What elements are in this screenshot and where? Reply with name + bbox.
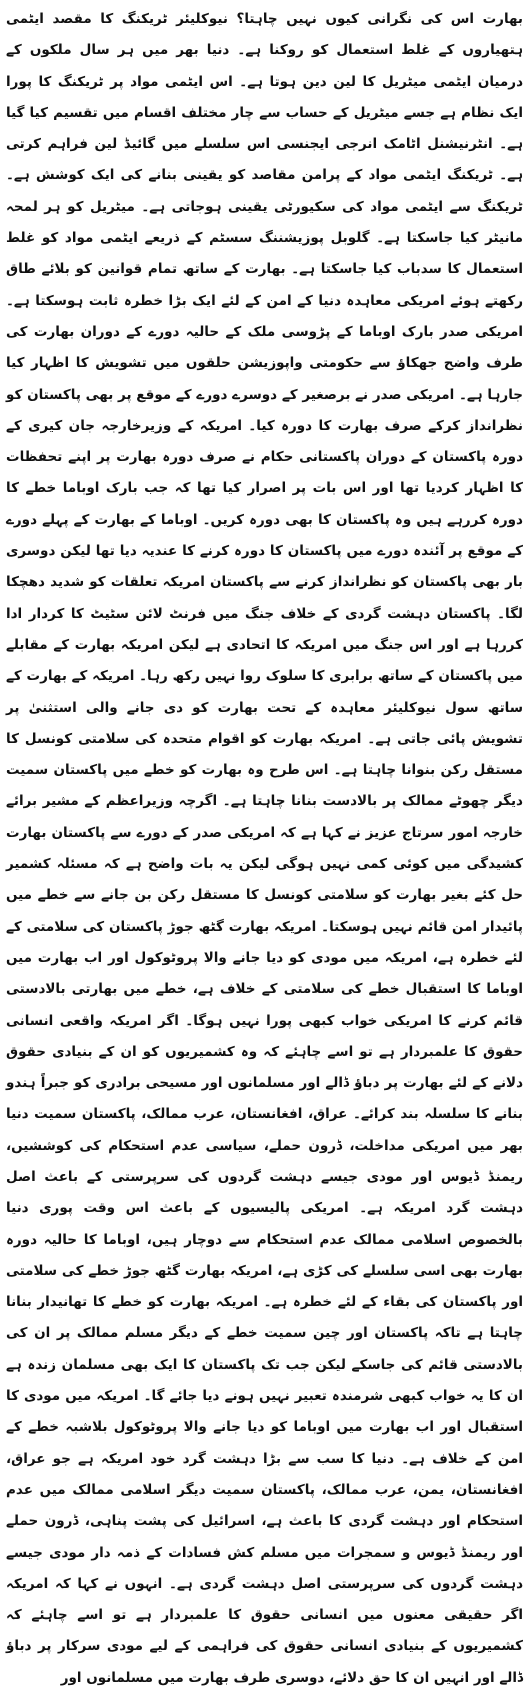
- article-body-text: بھارت اس کی نگرانی کیوں نہیں چاہتا؟ نیوکلیئر ٹریکنگ کا مقصد ایٹمی ہتھیاروں کے غلط استعمال کو روکنا ہے۔ دنیا بھر میں ہر سال ملکوں کے درمیان ایٹمی میٹریل کا لین دین ہوتا ہے۔ اس ایٹمی مواد پر ٹریکنگ کا پورا ایک نظام ہے جسے میٹریل کے حساب سے چار مختلف اقسام میں تقسیم کیا گیا ہے۔ انٹرنیشنل اٹامک انرجی ایجنسی اس سلسلے میں گائیڈ لین فراہم کرتی ہے۔ ٹریکنگ ایٹمی مواد کے پرامن مقاصد کو یقینی بنانے کی ایک کوشش ہے۔ ٹریکنگ سے ایٹمی مواد کی سکیورٹی یقینی ہوجاتی ہے۔ میٹریل کو ہر لمحہ مانیٹر کیا جاسکتا ہے۔ گلوبل پوزیشننگ سسٹم کے ذریعے ایٹمی مواد کو غلط استعمال کا سدباب کیا جاسکتا ہے۔ بھارت کے ساتھ تمام قوانین کو بلائے طاق رکھتے ہوئے امریکی معاہدہ دنیا کے امن کے لئے ایک بڑا خطرہ ثابت ہوسکتا ہے۔ امریکی صدر بارک اوباما کے پڑوسی ملک کے حالیہ دورے کے دوران بھارت کی طرف واضح جھکاؤ سے حکومتی واپوزیشن حلقوں میں تشویش کا اظہار کیا جارہا ہے۔ امریکی صدر نے برصغیر کے دوسرے دورے کے موقع پر بھی پاکستان کو نظرانداز کرکے صرف بھارت کا دورہ کیا۔ امریکہ کے وزیرخارجہ جان کیری کے دورہ پاکستان کے دوران پاکستانی حکام نے صرف دورہ بھارت پر اپنے تحفظات کا اظہار کردیا تھا اور اس بات پر اصرار کیا تھا کہ جب بارک اوباما خطے کا دورہ کررہے ہیں وہ پاکستان کا بھی دورہ کریں۔ اوباما کے بھارت کے پہلے دورے کے موقع پر آئندہ دورے میں پاکستان کا دورہ کرنے کا عندیہ دیا تھا لیکن دوسری بار بھی پاکستان کو نظرانداز کرنے سے پاکستان امریکہ تعلقات کو شدید دھچکا لگا۔ پاکستان دہشت گردی کے خلاف جنگ میں فرنٹ لائن سٹیٹ کا کردار ادا کررہا ہے اور اس جنگ میں امریکہ کا اتحادی ہے لیکن امریکہ بھارت کے مقابلے میں پاکستان کے ساتھ برابری کا سلوک روا نہیں رکھ رہا۔ امریکہ کے بھارت کے ساتھ سول نیوکلیئر معاہدہ کے تحت بھارت کو دی جانے والی استثنیٰ پر تشویش پائی جاتی ہے۔ امریکہ بھارت کو اقوام متحدہ کی سلامتی کونسل کا مستقل رکن بنوانا چاہتا ہے۔ اس طرح وہ بھارت کو خطے میں پاکستان سمیت دیگر چھوٹے ممالک پر بالادست بنانا چاہتا ہے۔ اگرچہ وزیراعظم کے مشیر برائے خارجہ امور سرتاج عزیز نے کہا ہے کہ امریکی صدر کے دورے سے پاکستان بھارت کشیدگی میں کوئی کمی نہیں ہوگی لیکن یہ بات واضح ہے کہ مسئلہ کشمیر حل کئے بغیر بھارت کو سلامتی کونسل کا مستقل رکن بن جانے سے خطے میں پائیدار امن قائم نہیں ہوسکتا۔ امریکہ بھارت گٹھ جوڑ پاکستان کی سلامتی کے لئے خطرہ ہے، امریکہ میں مودی کو دیا جانے والا پروٹوکول اور اب بھارت میں اوباما کا استقبال خطے کی سلامتی کے خلاف ہے، خطے میں بھارتی بالادستی قائم کرنے کا امریکی خواب کبھی پورا نہیں ہوگا۔ اگر امریکہ واقعی انسانی حقوق کا علمبردار ہے تو اسے چاہئے کہ وہ کشمیریوں کو ان کے بنیادی حقوق دلانے کے لئے بھارت پر دباؤ ڈالے اور مسلمانوں اور مسیحی برادری کو جبراً ہندو بنانے کا سلسلہ بند کرائے۔ عراق، افغانستان، عرب ممالک، پاکستان سمیت دنیا بھر میں امریکی مداخلت، ڈرون حملے، سیاسی عدم استحکام کی کوششیں، ریمنڈ ڈیوس اور مودی جیسے دہشت گردوں کی سرپرستی کے باعث اصل دہشت گرد امریکہ ہے۔ امریکی پالیسیوں کے باعث اس وقت پوری دنیا بالخصوص اسلامی ممالک عدم استحکام سے دوچار ہیں، اوباما کا حالیہ دورہ بھارت بھی اسی سلسلے کی کڑی ہے، امریکہ بھارت گٹھ جوڑ خطے کی سلامتی اور پاکستان کی بقاء کے لئے خطرہ ہے۔ امریکہ بھارت کو خطے کا تھانیدار بنانا چاہتا ہے تاکہ پاکستان اور چین سمیت خطے کے دیگر مسلم ممالک پر ان کی بالادستی قائم کی جاسکے لیکن جب تک پاکستان کا ایک بھی مسلمان زندہ ہے ان کا یہ خواب کبھی شرمندہ تعبیر نہیں ہونے دیا جائے گا۔ امریکہ میں مودی کا استقبال اور اب بھارت میں اوباما کو دیا جانے والا پروٹوکول بلاشبہ خطے کے امن کے خلاف ہے۔ دنیا کا سب سے بڑا دہشت گرد خود امریکہ ہے جو عراق، افغانستان، یمن، عرب ممالک، پاکستان سمیت دیگر اسلامی ممالک میں عدم استحکام اور دہشت گردی کا باعث ہے، اسرائیل کی پشت پناہی، ڈرون حملے اور ریمنڈ ڈیوس و سمجرات میں مسلم کش فسادات کے ذمہ دار مودی جیسے دہشت گردوں کی سرپرستی اصل دہشت گردی ہے۔ انہوں نے کہا کہ امریکہ اگر حقیقی معنوں میں انسانی حقوق کا علمبردار ہے تو اسے چاہئے کہ کشمیریوں کے بنیادی انسانی حقوق کی فراہمی کے لیے مودی سرکار پر دباؤ ڈالے اور انہیں ان کا حق دلائے، دوسری طرف بھارت میں مسلمانوں اور: [6, 11, 523, 1686]
